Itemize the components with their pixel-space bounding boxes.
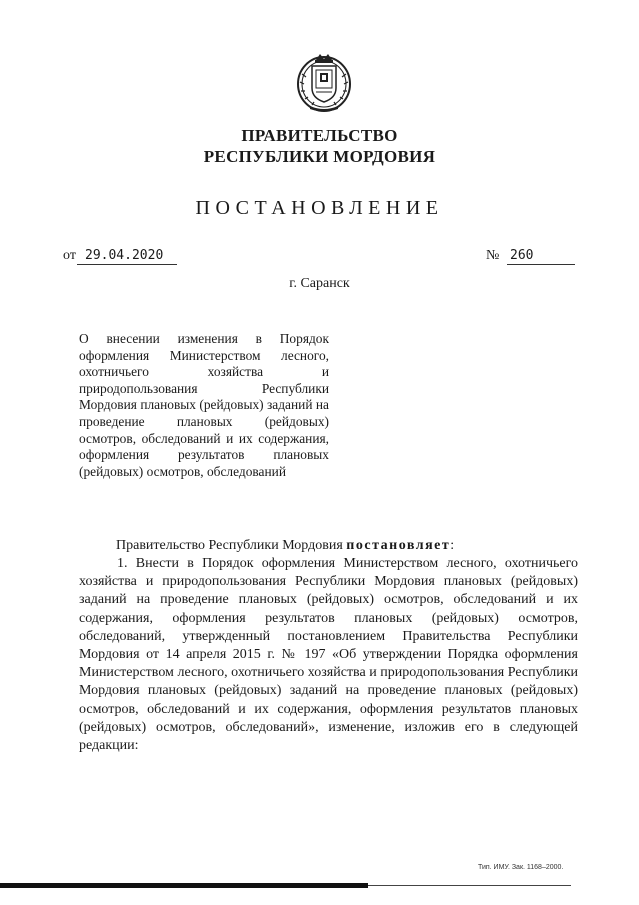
government-title-line2: РЕСПУБЛИКИ МОРДОВИЯ [203, 147, 436, 166]
body-paragraph-1: 1. Внести в Порядок оформления Министерством лесного, охотничьего хозяйства и природопользования Республики Мордовия плановых (рейдовых) заданий на проведение плановых (рейдовых) осмотров, обследований и их содержания, оформления результатов плановых (рейдовых) осмотров, обследований, утвержденный постановлением Правительства Республики Мордовия от 14 апреля 2015 г. № 197 «Об утверждении Порядка оформления Министерством лесного, охотничьего хозяйства и природопользования Республики Мордовия плановых (рейдовых) заданий на проведение плановых (рейдовых) осмотров, обследований и их содержания, оформления результатов плановых (рейдовых) осмотров, обследований», изменение, изложив его в следующей редакции: [79, 556, 578, 754]
footer-rule [0, 883, 368, 888]
footer-rule-thin [368, 885, 571, 886]
date-value: 29.04.2020 [77, 248, 177, 265]
date-label: от [63, 248, 76, 263]
coat-of-arms-icon [294, 50, 354, 114]
preamble [116, 537, 454, 555]
number-value: 260 [507, 248, 575, 265]
government-title-line1: ПРАВИТЕЛЬСТВО [241, 126, 398, 145]
decree-subject: О внесении изменения в Порядок оформления Министерством лесного, охотничьего хозяйства и природопользования Республики Мордовия плановых (рейдовых) заданий на проведение плановых (рейдовых) осмотров, обследований и их содержания, оформления результатов плановых (рейдовых) осмотров, обследований [79, 331, 329, 479]
number-label: № [486, 248, 500, 263]
city: г. Саранск [289, 276, 350, 291]
preamble-colon: : [450, 538, 455, 553]
print-note: Тип. ИМУ. Зак. 1168–2000. [478, 864, 564, 871]
preamble-text: Правительство Республики Мордовия [116, 538, 343, 553]
preamble-keyword: постановляет [346, 538, 451, 553]
decree-title: ПОСТАНОВЛЕНИЕ [195, 197, 444, 219]
